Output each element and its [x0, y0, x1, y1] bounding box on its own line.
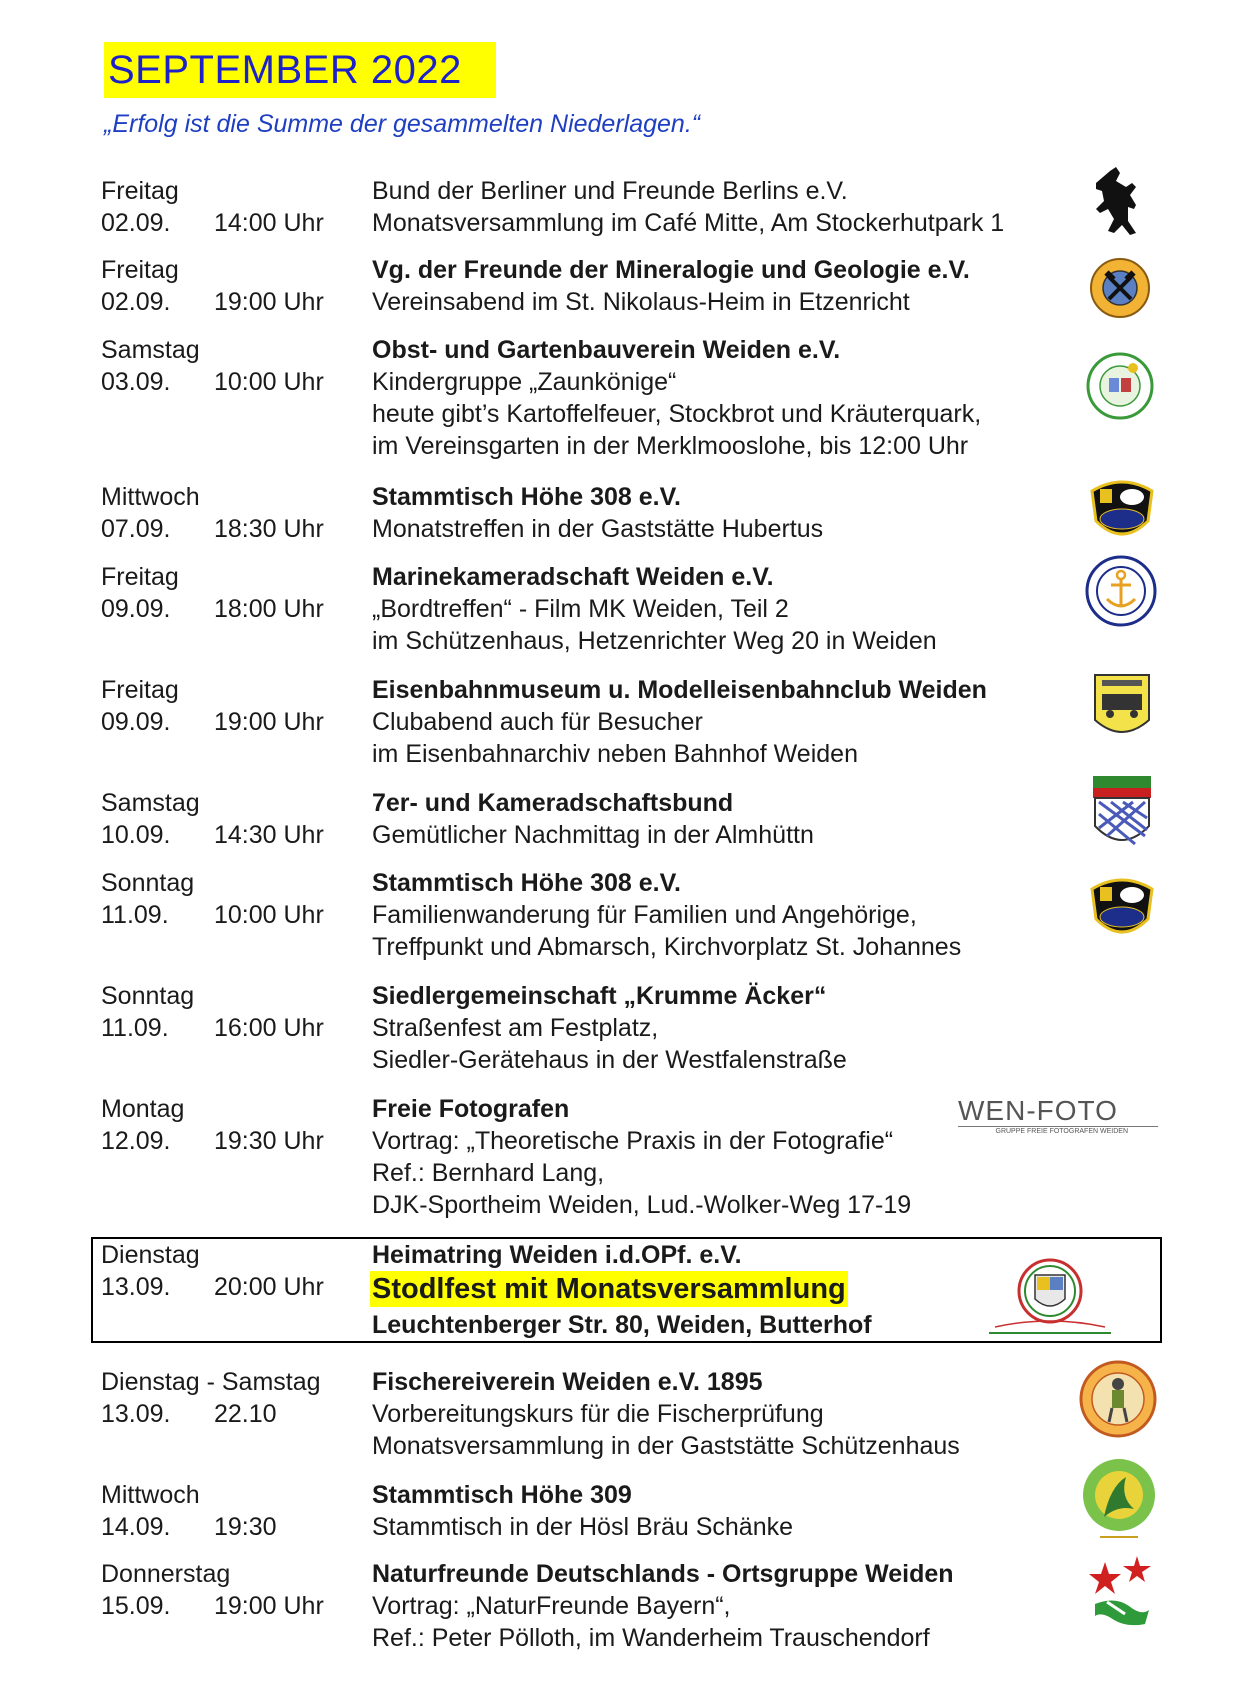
event-day: Donnerstag — [101, 1560, 231, 1588]
event-organizer: 7er- und Kameradschaftsbund — [372, 789, 734, 817]
event-date: 10.09. — [101, 821, 171, 849]
event-day: Dienstag - Samstag — [101, 1368, 321, 1396]
event-date: 12.09. — [101, 1127, 171, 1155]
event-detail: im Schützenhaus, Hetzenrichter Weg 20 in Weiden — [372, 627, 937, 655]
event-day: Sonntag — [101, 982, 195, 1010]
event-organizer: Bund der Berliner und Freunde Berlins e.V. — [372, 177, 848, 205]
event-time: 20:00 Uhr — [214, 1273, 324, 1301]
event-detail: Ref.: Peter Pölloth, im Wanderheim Trauschendorf — [372, 1624, 930, 1652]
railway-badge-icon — [1092, 672, 1152, 744]
event-time: 22.10 — [214, 1400, 277, 1428]
event-detail: Stammtisch in der Hösl Bräu Schänke — [372, 1513, 794, 1541]
event-time: 19:00 Uhr — [214, 708, 324, 736]
event-organizer: Fischereiverein Weiden e.V. 1895 — [372, 1368, 763, 1396]
event-time: 16:00 Uhr — [214, 1014, 324, 1042]
event-title-highlight: Stodlfest mit Monatsversammlung — [372, 1273, 846, 1305]
event-organizer: Obst- und Gartenbauverein Weiden e.V. — [372, 336, 841, 364]
wen-foto-logo — [958, 1096, 1158, 1136]
event-time: 10:00 Uhr — [214, 901, 324, 929]
event-date: 11.09. — [101, 1014, 169, 1042]
bavarian-shield-icon — [1091, 774, 1153, 854]
stammtisch-shield-icon — [1086, 873, 1158, 943]
event-detail: Straßenfest am Festplatz, — [372, 1014, 659, 1042]
event-date: 09.09. — [101, 595, 171, 623]
heimatring-crest-icon — [985, 1255, 1115, 1339]
event-detail: Familienwanderung für Familien und Angehörige, — [372, 901, 917, 929]
event-day: Samstag — [101, 789, 200, 817]
event-detail: DJK-Sportheim Weiden, Lud.-Wolker-Weg 17-19 — [372, 1191, 912, 1219]
hammer-pick-icon — [1089, 257, 1151, 319]
event-date: 03.09. — [101, 368, 171, 396]
event-detail: Kindergruppe „Zaunkönige“ — [372, 368, 677, 396]
event-organizer: Siedlergemeinschaft „Krumme Äcker“ — [372, 982, 827, 1010]
event-organizer: Stammtisch Höhe 309 — [372, 1481, 632, 1509]
event-time: 14:30 Uhr — [214, 821, 324, 849]
event-detail: Vereinsabend im St. Nikolaus-Heim in Etzenricht — [372, 288, 910, 316]
event-date: 09.09. — [101, 708, 171, 736]
event-date: 02.09. — [101, 209, 171, 237]
berlin-bear-icon — [1088, 163, 1150, 243]
event-organizer: Stammtisch Höhe 308 e.V. — [372, 869, 681, 897]
event-day: Mittwoch — [101, 1481, 200, 1509]
event-detail: Vortrag: „Theoretische Praxis in der Fotografie“ — [372, 1127, 894, 1155]
event-detail: Monatsversammlung im Café Mitte, Am Stockerhutpark 1 — [372, 209, 1005, 237]
event-date: 02.09. — [101, 288, 171, 316]
event-time: 18:00 Uhr — [214, 595, 324, 623]
event-detail: heute gibt’s Kartoffelfeuer, Stockbrot und Kräuterquark, — [372, 400, 982, 428]
event-detail: Vorbereitungskurs für die Fischerprüfung — [372, 1400, 824, 1428]
event-date: 07.09. — [101, 515, 171, 543]
event-date: 15.09. — [101, 1592, 171, 1620]
wen-foto-logo-subtext: GRUPPE FREIE FOTOGRAFEN WEIDEN — [995, 1128, 1128, 1135]
event-time: 14:00 Uhr — [214, 209, 324, 237]
event-organizer: Freie Fotografen — [372, 1095, 570, 1123]
event-time: 19:30 Uhr — [214, 1127, 324, 1155]
event-day: Freitag — [101, 563, 179, 591]
wen-foto-logo-text: WEN-FOTO — [958, 1096, 1158, 1127]
event-detail: im Eisenbahnarchiv neben Bahnhof Weiden — [372, 740, 858, 768]
event-detail: Monatsversammlung in der Gaststätte Schützenhaus — [372, 1432, 960, 1460]
event-detail: Leuchtenberger Str. 80, Weiden, Butterhof — [372, 1311, 872, 1339]
event-date: 11.09. — [101, 901, 169, 929]
event-day: Samstag — [101, 336, 200, 364]
event-organizer: Heimatring Weiden i.d.OPf. e.V. — [372, 1241, 742, 1269]
event-detail: Siedler-Gerätehaus in der Westfalenstraße — [372, 1046, 847, 1074]
event-detail: Ref.: Bernhard Lang, — [372, 1159, 605, 1187]
event-time: 10:00 Uhr — [214, 368, 324, 396]
event-day: Freitag — [101, 676, 179, 704]
event-date: 13.09. — [101, 1400, 171, 1428]
event-time: 19:00 Uhr — [214, 288, 324, 316]
event-detail: Gemütlicher Nachmittag in der Almhüttn — [372, 821, 814, 849]
motto-quote: „Erfolg ist die Summe der gesammelten Niederlagen.“ — [104, 110, 701, 138]
event-organizer: Vg. der Freunde der Mineralogie und Geologie e.V. — [372, 256, 970, 284]
event-day: Freitag — [101, 256, 179, 284]
event-day: Mittwoch — [101, 483, 200, 511]
event-time: 18:30 Uhr — [214, 515, 324, 543]
event-date: 13.09. — [101, 1273, 171, 1301]
event-organizer: Naturfreunde Deutschlands - Ortsgruppe Weiden — [372, 1560, 954, 1588]
event-day: Dienstag — [101, 1241, 200, 1269]
anchor-icon — [1085, 555, 1157, 627]
event-date: 14.09. — [101, 1513, 171, 1541]
stammtisch-shield-icon — [1086, 475, 1158, 545]
event-detail: Vortrag: „NaturFreunde Bayern“, — [372, 1592, 731, 1620]
event-detail: Monatstreffen in der Gaststätte Hubertus — [372, 515, 824, 543]
page-title: SEPTEMBER 2022 — [104, 42, 496, 98]
event-organizer: Marinekameradschaft Weiden e.V. — [372, 563, 774, 591]
garden-club-seal-icon — [1085, 346, 1155, 426]
event-detail: im Vereinsgarten in der Merklmooslohe, bis 12:00 Uhr — [372, 432, 969, 460]
event-day: Montag — [101, 1095, 185, 1123]
fishing-club-seal-icon — [1079, 1360, 1157, 1438]
event-day: Freitag — [101, 177, 179, 205]
event-day: Sonntag — [101, 869, 195, 897]
event-detail: Treffpunkt und Abmarsch, Kirchvorplatz St. Johannes — [372, 933, 962, 961]
event-organizer: Stammtisch Höhe 308 e.V. — [372, 483, 681, 511]
event-organizer: Eisenbahnmuseum u. Modelleisenbahnclub Weiden — [372, 676, 987, 704]
event-detail: „Bordtreffen“ - Film MK Weiden, Teil 2 — [372, 595, 789, 623]
event-detail: Clubabend auch für Besucher — [372, 708, 703, 736]
event-time: 19:30 — [214, 1513, 277, 1541]
event-time: 19:00 Uhr — [214, 1592, 324, 1620]
hoehe-309-icon — [1080, 1457, 1158, 1541]
naturfreunde-flowers-icon — [1085, 1552, 1157, 1630]
